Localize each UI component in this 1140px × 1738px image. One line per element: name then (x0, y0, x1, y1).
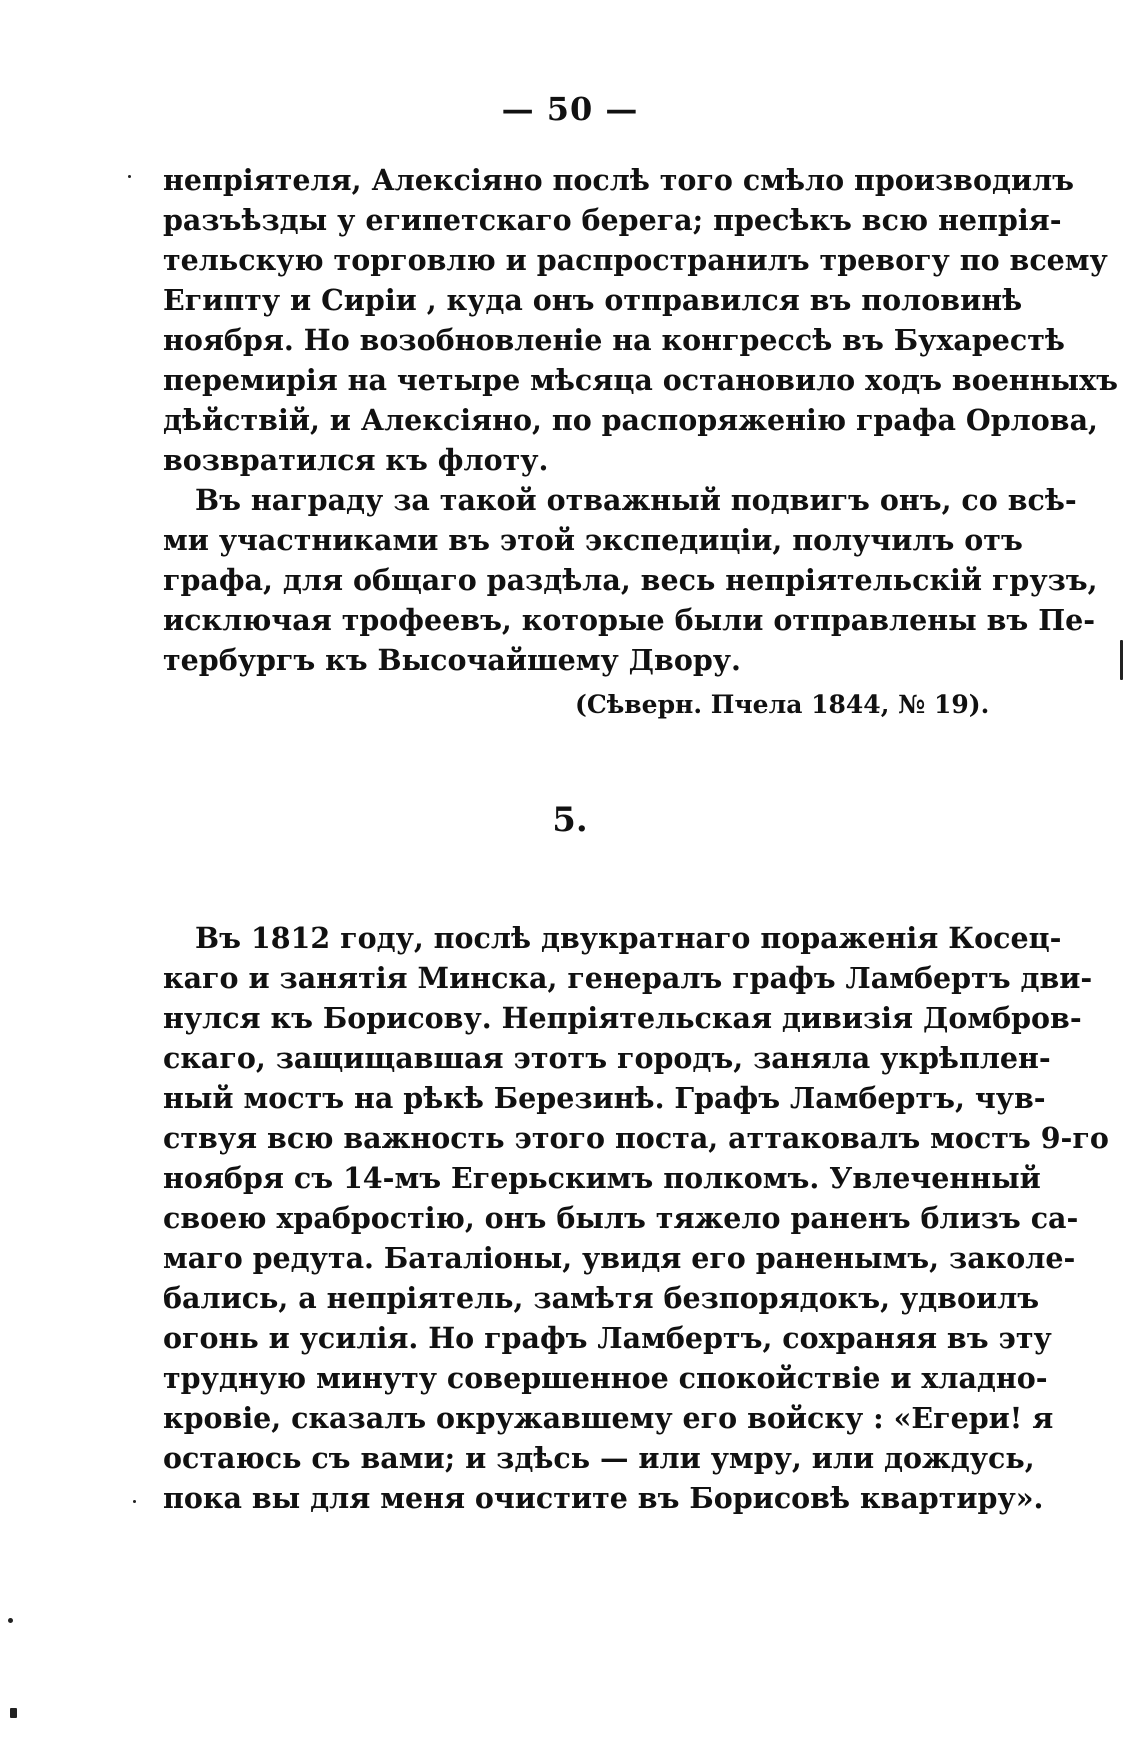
paragraph-2 (163, 480, 1098, 680)
text-line: остаюсь съ вами; и здѣсь — или умру, или дождусь, (163, 1441, 1035, 1475)
citation: (Сѣверн. Пчела 1844, № 19). (575, 690, 990, 719)
text-line: своею храбростію, онъ былъ тяжело раненъ близъ са- (163, 1201, 1079, 1235)
text-line: огонь и усилія. Но графъ Ламбертъ, сохраняя въ эту (163, 1321, 1052, 1355)
text-line: Египту и Сиріи , куда онъ отправился въ половинѣ (163, 283, 1023, 317)
text-line: Въ награду за такой отважный подвигъ онъ, со всѣ- (195, 483, 1077, 517)
text-line: возвратился къ флоту. (163, 443, 549, 477)
scan-speck (1120, 640, 1123, 680)
text-line: разъѣзды у египетскаго берега; пресѣкъ всю непрія- (163, 203, 1062, 237)
text-line: исключая трофеевъ, которые были отправлены въ Пе- (163, 603, 1096, 637)
text-line: маго редута. Баталіоны, увидя его раненымъ, заколе- (163, 1241, 1076, 1275)
text-line: ствуя всю важность этого поста, аттаковалъ мостъ 9-го (163, 1121, 1109, 1155)
text-line: каго и занятія Минска, генералъ графъ Ламбертъ дви- (163, 961, 1093, 995)
text-line: ноября съ 14-мъ Егерьскимъ полкомъ. Увлеченный (163, 1161, 1041, 1195)
text-line: пока вы для меня очистите въ Борисовѣ квартиру». (163, 1481, 1044, 1515)
text-line: Въ 1812 году, послѣ двукратнаго пораженія Косец- (195, 921, 1062, 955)
section-number: 5. (552, 800, 588, 840)
scan-speck (10, 1708, 17, 1718)
scan-speck (128, 175, 131, 178)
text-line: кровіе, сказалъ окружавшему его войску : «Егери! я (163, 1401, 1054, 1435)
text-line: бались, а непріятель, замѣтя безпорядокъ, удвоилъ (163, 1281, 1040, 1315)
text-line: ный мостъ на рѣкѣ Березинѣ. Графъ Ламбертъ, чув- (163, 1081, 1046, 1115)
text-line: ноября. Но возобновленіе на конгрессѣ въ Бухарестѣ (163, 323, 1065, 357)
text-line: ми участниками въ этой экспедиціи, получилъ отъ (163, 523, 1023, 557)
text-line: перемирія на четыре мѣсяца остановило ходъ военныхъ (163, 363, 1118, 397)
paragraph-3 (163, 918, 1109, 1518)
text-line: дѣйствій, и Алексіяно, по распоряженію графа Орлова, (163, 403, 1098, 437)
text-line: нулся къ Борисову. Непріятельская дивизія Домбров- (163, 1001, 1082, 1035)
text-line: тельскую торговлю и распространилъ тревогу по всему (163, 243, 1108, 277)
text-line: непріятеля, Алексіяно послѣ того смѣло производилъ (163, 163, 1075, 197)
paragraph-1 (163, 160, 1118, 480)
text-line: трудную минуту совершенное спокойствіе и хладно- (163, 1361, 1048, 1395)
text-line: графа, для общаго раздѣла, весь непріятельскій грузъ, (163, 563, 1098, 597)
text-line: тербургъ къ Высочайшему Двору. (163, 643, 741, 677)
text-line: скаго, защищавшая этотъ городъ, заняла укрѣплен- (163, 1041, 1051, 1075)
scan-speck (133, 1500, 136, 1503)
scan-speck (8, 1618, 13, 1623)
page-number: — 50 — (501, 90, 639, 128)
